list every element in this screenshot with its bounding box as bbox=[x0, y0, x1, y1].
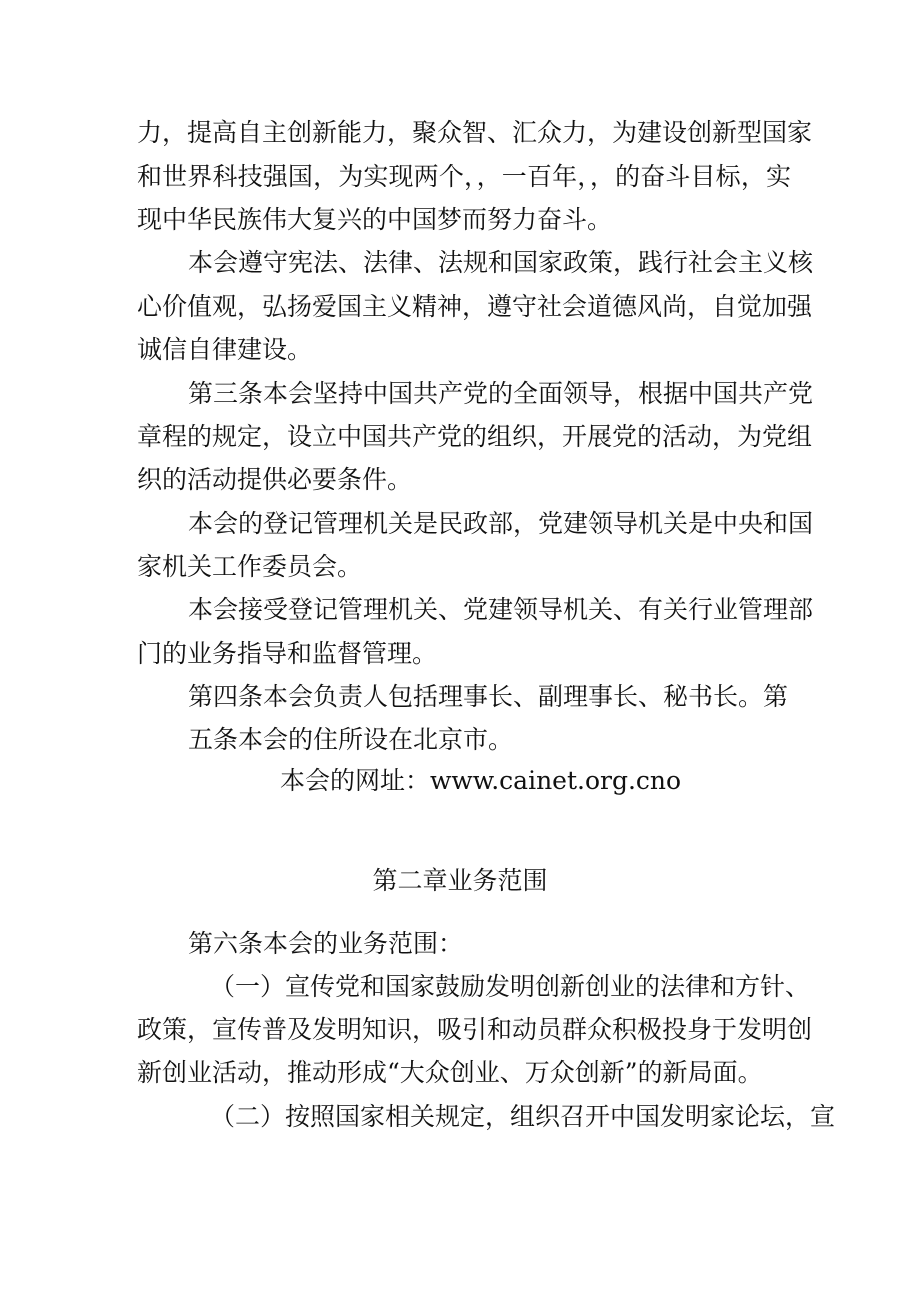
paragraph-line: 第六条本会的业务范围： bbox=[188, 929, 464, 958]
paragraph-line: 章程的规定，设立中国共产党的组织，开展党的活动，为党组 bbox=[137, 422, 813, 451]
paragraph-line: 门的业务指导和监督管理。 bbox=[137, 639, 438, 668]
paragraph-line: 和世界科技强国，为实现两个，，一百年，，的奋斗目标，实 bbox=[137, 162, 791, 191]
paragraph-line: 第四条本会负责人包括理事长、副理事长、秘书长。第 bbox=[188, 682, 789, 711]
paragraph-line: 本会接受登记管理机关、党建领导机关、有关行业管理部 bbox=[188, 595, 814, 624]
list-item-line: （二）按照国家相关规定，组织召开中国发明家论坛，宣 bbox=[210, 1102, 836, 1131]
website-line: 本会的网址：www.cainet.org.cno bbox=[280, 766, 682, 795]
paragraph-line: 本会的登记管理机关是民政部，党建领导机关是中央和国 bbox=[188, 509, 814, 538]
paragraph-line: 诚信自律建设。 bbox=[137, 335, 313, 364]
paragraph-line: 织的活动提供必要条件。 bbox=[137, 465, 413, 494]
list-item-line: （一）宣传党和国家鼓励发明创新创业的法律和方针、 bbox=[210, 972, 811, 1001]
paragraph-line: 家机关工作委员会。 bbox=[137, 552, 363, 581]
paragraph-line: 新创业活动，推动形成“大众创业、万众创新”的新局面。 bbox=[137, 1058, 763, 1087]
paragraph-line: 政策，宣传普及发明知识，吸引和动员群众积极投身于发明创 bbox=[137, 1015, 813, 1044]
paragraph-line: 力，提高自主创新能力，聚众智、汇众力，为建设创新型国家 bbox=[137, 118, 813, 147]
paragraph-line: 心价值观，弘扬爱国主义精神，遵守社会道德风尚，自觉加强 bbox=[137, 292, 813, 321]
paragraph-line: 第三条本会坚持中国共产党的全面领导，根据中国共产党 bbox=[188, 379, 814, 408]
paragraph-line: 五条本会的住所设在北京市。 bbox=[188, 725, 514, 754]
chapter-heading: 第二章业务范围 bbox=[372, 866, 548, 895]
paragraph-line: 现中华民族伟大复兴的中国梦而努力奋斗。 bbox=[137, 205, 613, 234]
paragraph-line: 本会遵守宪法、法律、法规和国家政策，践行社会主义核 bbox=[188, 248, 814, 277]
